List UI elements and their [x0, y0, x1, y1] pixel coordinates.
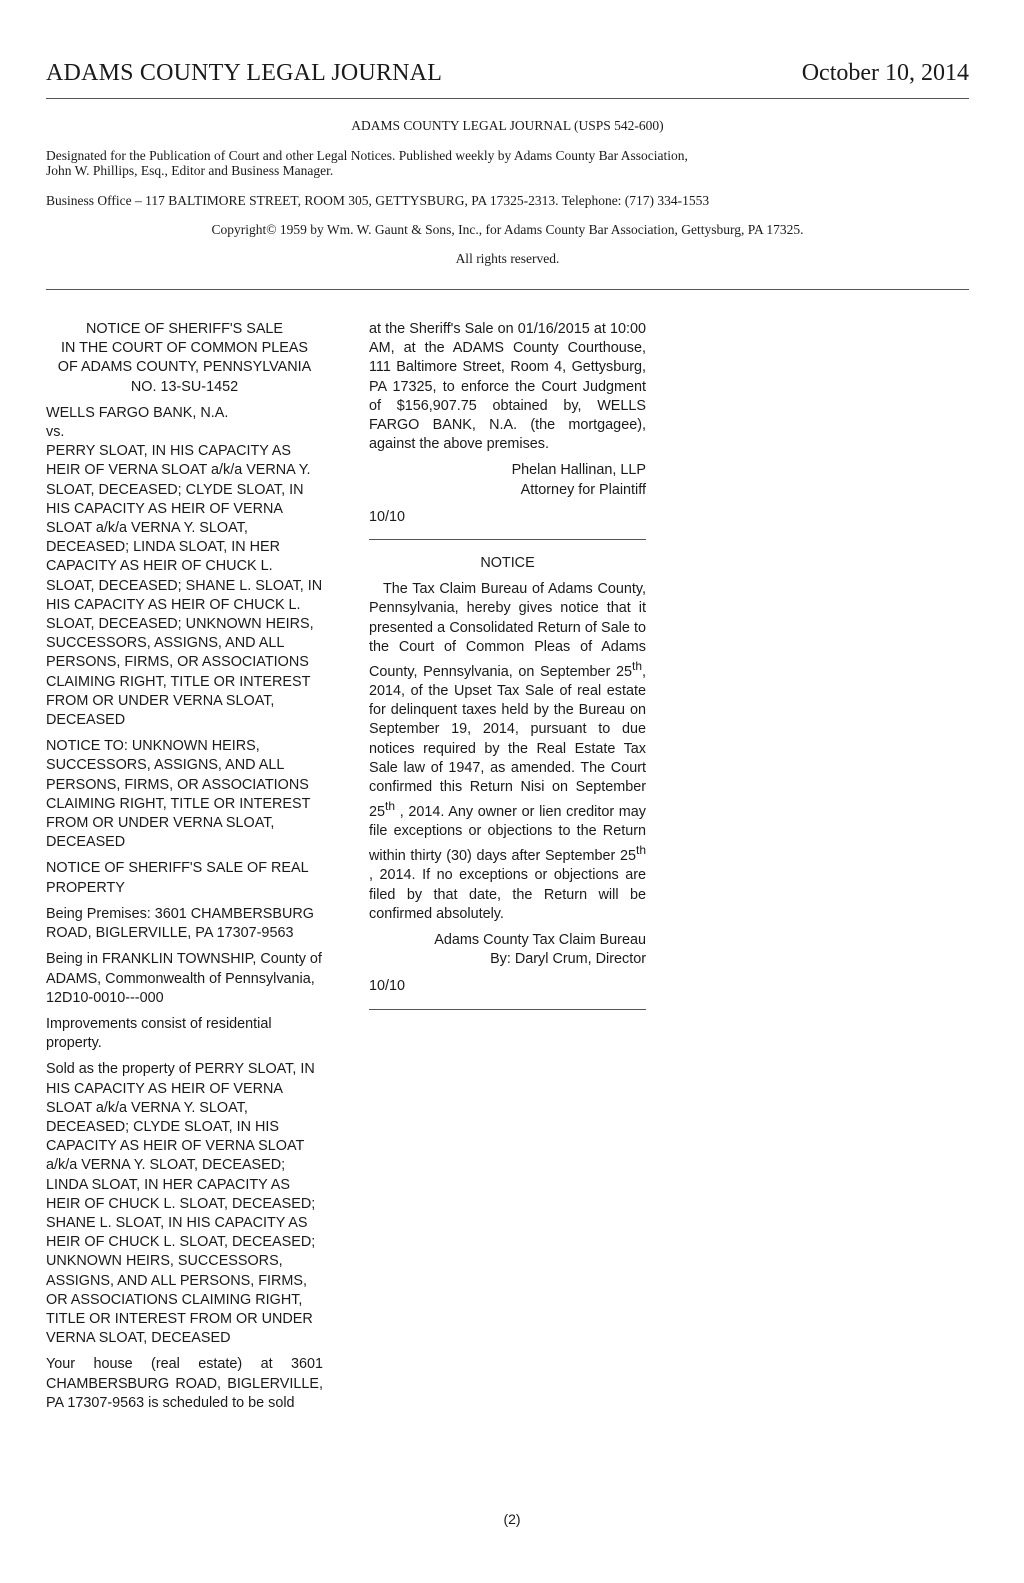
defendants-list: PERRY SLOAT, IN HIS CAPACITY AS HEIR OF VERNA SLOAT a/k/a VERNA Y. SLOAT, DECEASED; CLYDE SLOAT, IN HIS CAPACITY AS HEIR OF VERNA SLOAT a/k/a VERNA Y. SLOAT, DECEASED; LINDA SLOAT, IN HER CAPACITY AS HEIR OF CHUCK L. SLOAT, DECEASED; SHANE L. SLOAT, IN HIS CAPACITY AS HEIR OF CHUCK L. SLOAT, DECEASED; UNKNOWN HEIRS, SUCCESSORS, ASSIGNS, AND ALL PERSONS, FIRMS, OR ASSOCIATIONS CLAIMING RIGHT, TITLE OR INTEREST FROM OR UNDER VERNA SLOAT, DECEASED: [46, 443, 323, 729]
sheriff-sale-notice: [46, 320, 323, 1420]
tax-body-part-3: , 2014. Any owner or lien creditor may file exceptions or objections to the Return within thirty (30) days after September 25: [369, 804, 646, 865]
business-office-line: Business Office – 117 BALTIMORE STREET, ROOM 305, GETTYSBURG, PA 17325-2313. Telephone: (717) 334-1553: [46, 193, 710, 208]
column-two: [369, 320, 646, 1024]
copyright-line: Copyright© 1959 by Wm. W. Gaunt & Sons, Inc., for Adams County Bar Association, Gettysburg, PA 17325.: [211, 222, 804, 237]
sheriff-notice-date: 10/10: [369, 508, 406, 525]
sheriff-heading-line-3: OF ADAMS COUNTY, PENNSYLVANIA: [57, 359, 312, 376]
tax-notice-heading: NOTICE: [480, 555, 535, 572]
tax-body-part-1: The Tax Claim Bureau of Adams County, Pennsylvania, hereby gives notice that it presented a Consolidated Return of Sale to the Court of Common Pleas of Adams County, Pennsylvania, on September 25: [369, 581, 646, 680]
sheriff-signature-role: Attorney for Plaintiff: [520, 481, 646, 498]
sheriff-heading-line-1: NOTICE OF SHERIFF'S SALE: [85, 321, 284, 337]
location-paragraph: Being in FRANKLIN TOWNSHIP, County of ADAMS, Commonwealth of Pennsylvania, 12D10-0010---000: [46, 951, 322, 1006]
tax-sup-1: th: [631, 659, 642, 674]
sheriff-signature-firm: Phelan Hallinan, LLP: [511, 462, 646, 479]
masthead: [46, 58, 969, 99]
header-divider: [46, 289, 969, 290]
designation-line-2: John W. Phillips, Esq., Editor and Business Manager.: [46, 163, 334, 178]
notice-to-paragraph: NOTICE TO: UNKNOWN HEIRS, SUCCESSORS, ASSIGNS, AND ALL PERSONS, FIRMS, OR ASSOCIATIONS CLAIMING RIGHT, TITLE OR INTEREST FROM OR UNDER VERNA SLOAT, DECEASED: [46, 738, 311, 851]
tax-signature-bureau: Adams County Tax Claim Bureau: [434, 932, 646, 949]
designation-line-1: Designated for the Publication of Court and other Legal Notices. Published weekly by Adams County Bar Association,: [46, 148, 688, 163]
improvements-paragraph: Improvements consist of residential property.: [46, 1015, 272, 1052]
premises-paragraph: Being Premises: 3601 CHAMBERSBURG ROAD, BIGLERVILLE, PA 17307-9563: [46, 905, 314, 942]
issue-date: October 10, 2014: [801, 60, 969, 86]
tax-notice-divider: [369, 1009, 646, 1010]
sold-as-paragraph: Sold as the property of PERRY SLOAT, IN HIS CAPACITY AS HEIR OF VERNA SLOAT a/k/a VERNA Y. SLOAT, DECEASED; CLYDE SLOAT, IN HIS CAPACITY AS HEIR OF VERNA SLOAT a/k/a VERNA Y. SLOAT, DECEASED; LINDA SLOAT, IN HER CAPACITY AS HEIR OF CHUCK L. SLOAT, DECEASED; SHANE L. SLOAT, IN HIS CAPACITY AS HEIR OF CHUCK L. SLOAT, DECEASED; UNKNOWN HEIRS, SUCCESSORS, ASSIGNS, AND ALL PERSONS, FIRMS, OR ASSOCIATIONS CLAIMING RIGHT, TITLE OR INTEREST FROM OR UNDER VERNA SLOAT, DECEASED: [46, 1061, 316, 1347]
plaintiff-name: WELLS FARGO BANK, N.A.: [46, 404, 229, 421]
tax-signature-director: By: Daryl Crum, Director: [490, 951, 646, 968]
tax-body-part-4: , 2014. If no exceptions or objections are filed by that date, the Return will be confirmed absolutely.: [369, 867, 646, 922]
tax-sup-2: th: [385, 799, 396, 814]
sheriff-heading-line-2: IN THE COURT OF COMMON PLEAS: [60, 340, 309, 357]
versus-label: vs.: [46, 424, 65, 441]
notice-divider: [369, 539, 646, 540]
page-number: (2): [503, 1511, 521, 1527]
tax-notice-date: 10/10: [369, 978, 406, 995]
tax-sup-3: th: [635, 843, 646, 858]
notice-of-sale-paragraph: NOTICE OF SHERIFF'S SALE OF REAL PROPERTY: [46, 860, 309, 896]
rights-line: All rights reserved.: [455, 251, 560, 266]
sheriff-notice-heading: [46, 320, 323, 397]
tax-body-part-2: , 2014, of the Upset Tax Sale of real estate for delinquent taxes held by the Bureau on September 19, 2014, pursuant to due notices required by the Real Estate Tax Sale law of 1947, as amended. The Court confirmed this Return Nisi on September 25: [369, 663, 646, 821]
journal-title: ADAMS COUNTY LEGAL JOURNAL: [46, 60, 443, 86]
tax-notice-body: [369, 580, 646, 924]
your-house-paragraph-continued: at the Sheriff's Sale on 01/16/2015 at 10:00 AM, at the ADAMS County Courthouse, 111 Baltimore Street, Room 4, Gettysburg, PA 17325, to enforce the Court Judgment of $156,907.75 obtained by, WELLS FARGO BANK, N.A. (the mortgagee), against the above premises.: [369, 321, 646, 453]
case-number: NO. 13-SU-1452: [130, 378, 239, 395]
publication-info: [46, 118, 969, 266]
journal-usps-line: ADAMS COUNTY LEGAL JOURNAL (USPS 542-600): [351, 118, 664, 133]
your-house-paragraph-start: Your house (real estate) at 3601 CHAMBERSBURG ROAD, BIGLERVILLE, PA 17307-9563 is scheduled to be sold: [46, 1356, 323, 1411]
